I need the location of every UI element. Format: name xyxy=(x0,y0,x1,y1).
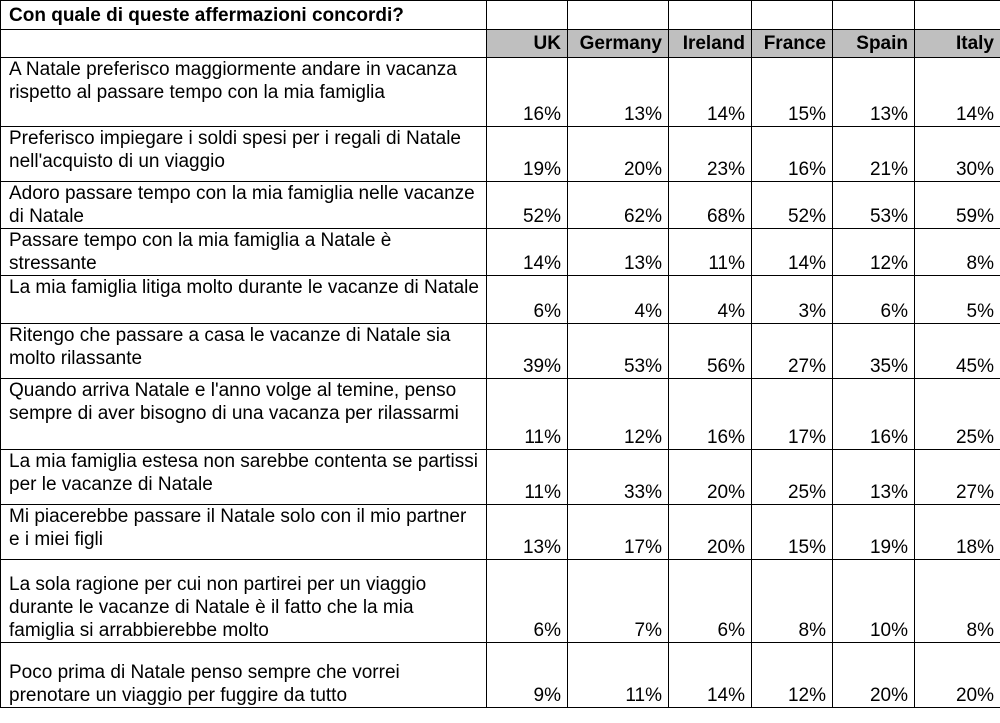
value-cell: 21% xyxy=(833,127,915,182)
value-cell: 20% xyxy=(915,643,1000,708)
value-cell: 62% xyxy=(568,182,669,229)
value-cell: 11% xyxy=(669,229,752,276)
statement-cell: A Natale preferisco maggiormente andare in vacanza rispetto al passare tempo con la mia famiglia xyxy=(1,58,487,127)
value-cell: 13% xyxy=(568,229,669,276)
value-cell: 14% xyxy=(915,58,1000,127)
header-row xyxy=(1,30,1000,58)
value-cell: 45% xyxy=(915,324,1000,379)
value-cell: 18% xyxy=(915,505,1000,560)
statement-cell: La mia famiglia estesa non sarebbe contenta se partissi per le vacanze di Natale xyxy=(1,450,487,505)
blank-cell xyxy=(752,1,833,30)
column-header-italy: Italy xyxy=(915,30,1000,58)
table-row xyxy=(1,276,1000,324)
value-cell: 13% xyxy=(833,58,915,127)
column-header-france: France xyxy=(752,30,833,58)
value-cell: 16% xyxy=(833,379,915,450)
table-row xyxy=(1,58,1000,127)
value-cell: 15% xyxy=(752,58,833,127)
value-cell: 59% xyxy=(915,182,1000,229)
value-cell: 6% xyxy=(487,276,568,324)
value-cell: 13% xyxy=(833,450,915,505)
value-cell: 15% xyxy=(752,505,833,560)
value-cell: 8% xyxy=(915,560,1000,643)
value-cell: 52% xyxy=(752,182,833,229)
value-cell: 17% xyxy=(752,379,833,450)
value-cell: 53% xyxy=(833,182,915,229)
value-cell: 5% xyxy=(915,276,1000,324)
statement-cell: Passare tempo con la mia famiglia a Natale è stressante xyxy=(1,229,487,276)
title-row xyxy=(1,1,1000,30)
statement-cell: Preferisco impiegare i soldi spesi per i regali di Natale nell'acquisto di un viaggio xyxy=(1,127,487,182)
value-cell: 16% xyxy=(487,58,568,127)
value-cell: 13% xyxy=(568,58,669,127)
table-row xyxy=(1,127,1000,182)
value-cell: 14% xyxy=(669,58,752,127)
value-cell: 30% xyxy=(915,127,1000,182)
value-cell: 17% xyxy=(568,505,669,560)
value-cell: 19% xyxy=(487,127,568,182)
column-header-spain: Spain xyxy=(833,30,915,58)
value-cell: 56% xyxy=(669,324,752,379)
column-header-germany: Germany xyxy=(568,30,669,58)
value-cell: 12% xyxy=(568,379,669,450)
statement-cell: Quando arriva Natale e l'anno volge al temine, penso sempre di aver bisogno di una vacanza per rilassarmi xyxy=(1,379,487,450)
value-cell: 19% xyxy=(833,505,915,560)
value-cell: 20% xyxy=(669,505,752,560)
statement-cell: Ritengo che passare a casa le vacanze di Natale sia molto rilassante xyxy=(1,324,487,379)
value-cell: 25% xyxy=(752,450,833,505)
value-cell: 20% xyxy=(833,643,915,708)
value-cell: 11% xyxy=(568,643,669,708)
table-row xyxy=(1,324,1000,379)
blank-cell xyxy=(915,1,1000,30)
column-header-uk: UK xyxy=(487,30,568,58)
value-cell: 16% xyxy=(752,127,833,182)
value-cell: 27% xyxy=(752,324,833,379)
statement-cell: La mia famiglia litiga molto durante le vacanze di Natale xyxy=(1,276,487,324)
table-row xyxy=(1,643,1000,708)
value-cell: 20% xyxy=(568,127,669,182)
value-cell: 52% xyxy=(487,182,568,229)
value-cell: 33% xyxy=(568,450,669,505)
value-cell: 68% xyxy=(669,182,752,229)
value-cell: 11% xyxy=(487,450,568,505)
value-cell: 14% xyxy=(669,643,752,708)
value-cell: 12% xyxy=(833,229,915,276)
value-cell: 35% xyxy=(833,324,915,379)
value-cell: 13% xyxy=(487,505,568,560)
value-cell: 10% xyxy=(833,560,915,643)
value-cell: 6% xyxy=(833,276,915,324)
value-cell: 11% xyxy=(487,379,568,450)
value-cell: 27% xyxy=(915,450,1000,505)
statement-cell: Adoro passare tempo con la mia famiglia nelle vacanze di Natale xyxy=(1,182,487,229)
statement-cell: Poco prima di Natale penso sempre che vorrei prenotare un viaggio per fuggire da tutto xyxy=(1,643,487,708)
table-row xyxy=(1,505,1000,560)
value-cell: 4% xyxy=(669,276,752,324)
blank-cell xyxy=(669,1,752,30)
table-row xyxy=(1,379,1000,450)
statement-cell: Mi piacerebbe passare il Natale solo con il mio partner e i miei figli xyxy=(1,505,487,560)
table-row xyxy=(1,182,1000,229)
statement-cell: La sola ragione per cui non partirei per un viaggio durante le vacanze di Natale è il fatto che la mia famiglia si arrabbierebbe molto xyxy=(1,560,487,643)
blank-cell xyxy=(833,1,915,30)
table-row xyxy=(1,450,1000,505)
table-row xyxy=(1,229,1000,276)
value-cell: 3% xyxy=(752,276,833,324)
value-cell: 20% xyxy=(669,450,752,505)
value-cell: 39% xyxy=(487,324,568,379)
blank-cell xyxy=(568,1,669,30)
value-cell: 8% xyxy=(752,560,833,643)
value-cell: 7% xyxy=(568,560,669,643)
header-blank-cell xyxy=(1,30,487,58)
value-cell: 14% xyxy=(752,229,833,276)
value-cell: 25% xyxy=(915,379,1000,450)
value-cell: 16% xyxy=(669,379,752,450)
blank-cell xyxy=(487,1,568,30)
table-title: Con quale di queste affermazioni concordi? xyxy=(1,1,487,30)
column-header-ireland: Ireland xyxy=(669,30,752,58)
value-cell: 14% xyxy=(487,229,568,276)
value-cell: 53% xyxy=(568,324,669,379)
table-row xyxy=(1,560,1000,643)
value-cell: 6% xyxy=(669,560,752,643)
value-cell: 9% xyxy=(487,643,568,708)
value-cell: 4% xyxy=(568,276,669,324)
value-cell: 23% xyxy=(669,127,752,182)
value-cell: 12% xyxy=(752,643,833,708)
value-cell: 8% xyxy=(915,229,1000,276)
value-cell: 6% xyxy=(487,560,568,643)
